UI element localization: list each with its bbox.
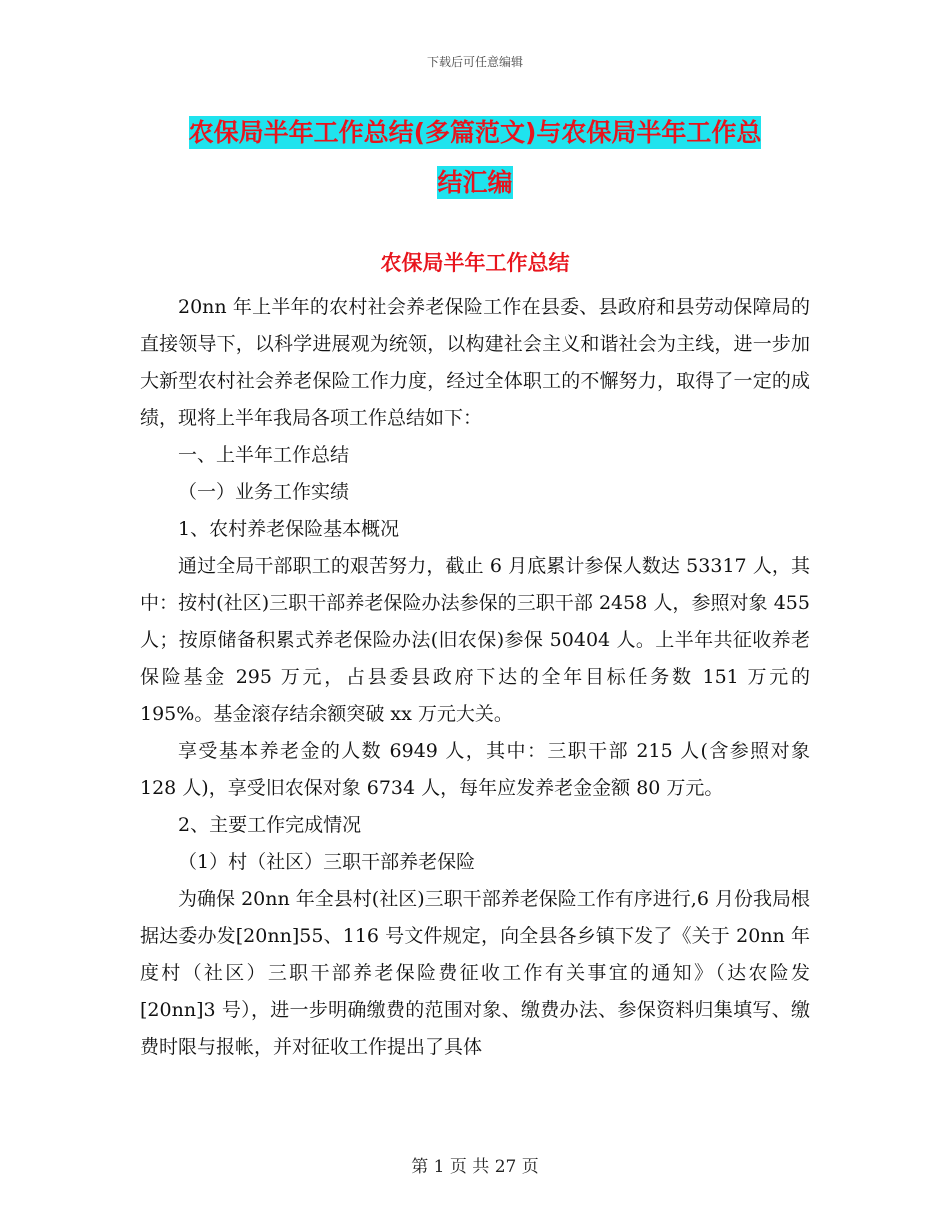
document-title-line-1: 农保局半年工作总结(多篇范文)与农保局半年工作总 (188, 118, 762, 147)
page-header-note: 下载后可任意编辑 (426, 55, 523, 69)
paragraph-pension-recipients: 享受基本养老金的人数 6949 人，其中：三职干部 215 人(含参照对象 128 人)，享受旧农保对象 6734 人，每年应发养老金金额 80 万元。 (140, 740, 810, 799)
document-title (140, 108, 810, 208)
document-title-line-2: 结汇编 (437, 168, 513, 197)
paragraph-intro: 20nn 年上半年的农村社会养老保险工作在县委、县政府和县劳动保障局的直接领导下，以科学进展观为统领，以构建社会主义和谐社会为主线，进一步加大新型农村社会养老保险工作力度，经过全体职工的不懈努力，取得了一定的成绩，现将上半年我局各项工作总结如下： (140, 296, 810, 429)
heading-level-3: 1、农村养老保险基本概况 (178, 518, 400, 540)
paragraph-insurance-work: 为确保 20nn 年全县村(社区)三职干部养老保险工作有序进行,6 月份我局根据达委办发[20nn]55、116 号文件规定，向全县各乡镇下发了《关于 20nn 年度村（社区）三职干部养老保险费征收工作有关事宜的通知》（达农险发[20nn]3 号），进一步明确缴费的范围对象、缴费办法、参保资料归集填写、缴费时限与报帐，并对征收工作提出了具体 (140, 888, 810, 1058)
heading-level-1: 一、上半年工作总结 (178, 444, 350, 466)
heading-level-4: （1）村（社区）三职干部养老保险 (178, 851, 476, 873)
document-body (140, 289, 810, 1066)
page-number: 第 1 页 共 27 页 (411, 1157, 539, 1177)
heading-level-2: （一）业务工作实绩 (178, 481, 350, 503)
heading-level-3: 2、主要工作完成情况 (178, 814, 362, 836)
paragraph-overview: 通过全局干部职工的艰苦努力，截止 6 月底累计参保人数达 53317 人，其中：按村(社区)三职干部养老保险办法参保的三职干部 2458 人，参照对象 455 人；按原储备积累式养老保险办法(旧农保)参保 50404 人。上半年共征收养老保险基金 295 万元，占县委县政府下达的全年目标任务数 151 万元的 195%。基金滚存结余额突破 xx 万元大关。 (140, 555, 810, 725)
section-title: 农保局半年工作总结 (380, 251, 570, 275)
